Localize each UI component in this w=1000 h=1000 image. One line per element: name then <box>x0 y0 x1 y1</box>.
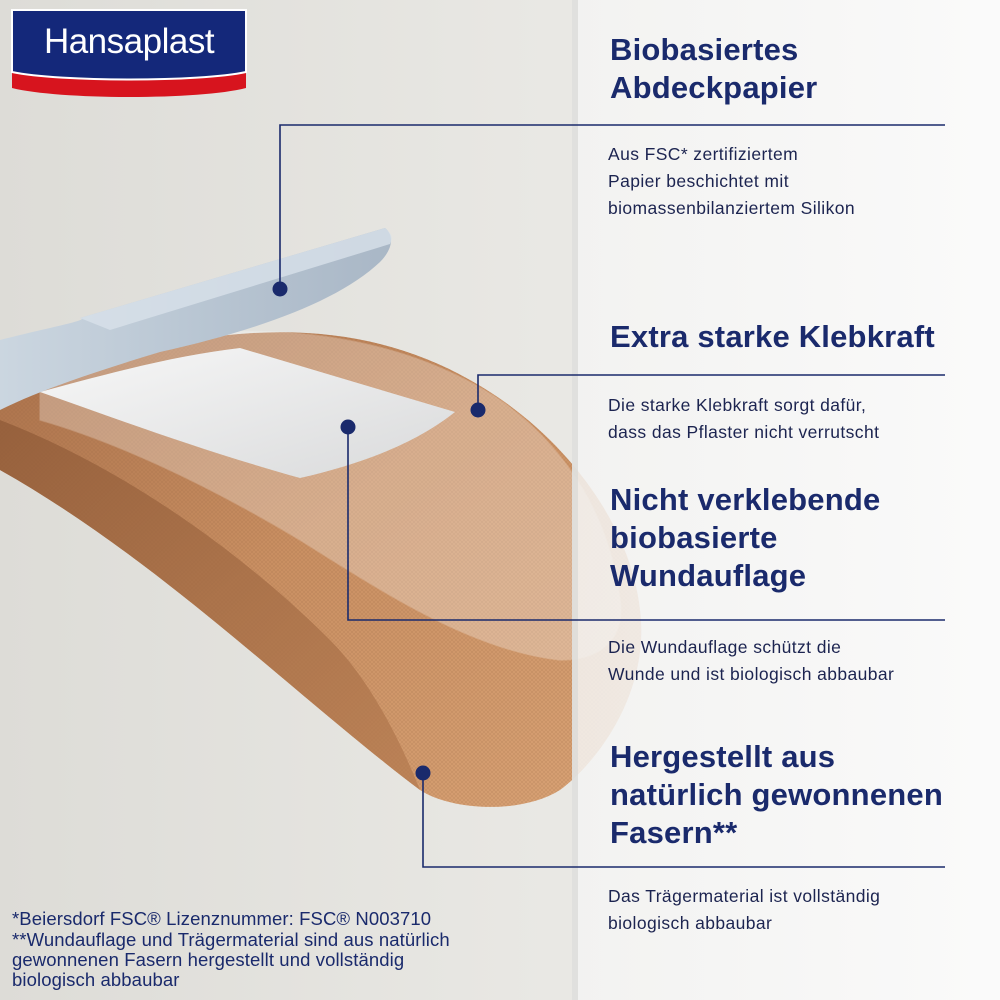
feature-desc-backing-paper: Aus FSC* zertifiziertem Papier beschichtet mit biomassenbilanziertem Silikon <box>608 144 855 218</box>
callout-dot-adhesive <box>471 403 486 418</box>
feature-desc-fibers: Das Trägermaterial ist vollständig biologisch abbaubar <box>608 886 881 933</box>
feature-title-wound-pad: Nicht verklebende biobasierte Wundauflage <box>610 482 881 593</box>
footnote-fibers: **Wundauflage und Trägermaterial sind aus natürlich gewonnenen Fasern hergestellt und vollständig biologisch abbaubar <box>12 929 450 990</box>
feature-desc-adhesive: Die starke Klebkraft sorgt dafür, dass das Pflaster nicht verrutscht <box>608 395 880 442</box>
feature-title-backing-paper: Biobasiertes Abdeckpapier <box>610 32 818 105</box>
footnote-fsc: *Beiersdorf FSC® Lizenznummer: FSC® N003710 <box>12 908 432 929</box>
callout-dot-paper <box>273 282 288 297</box>
callout-dot-pad <box>341 420 356 435</box>
feature-title-fibers: Hergestellt aus natürlich gewonnenen Fasern** <box>610 739 943 850</box>
feature-desc-wound-pad: Die Wundauflage schützt die Wunde und ist biologisch abbaubar <box>608 637 895 684</box>
hansaplast-logo <box>12 10 246 100</box>
callout-dot-fibers <box>416 766 431 781</box>
brand-name: Hansaplast <box>43 22 215 61</box>
feature-title-adhesive: Extra starke Klebkraft <box>610 319 935 354</box>
